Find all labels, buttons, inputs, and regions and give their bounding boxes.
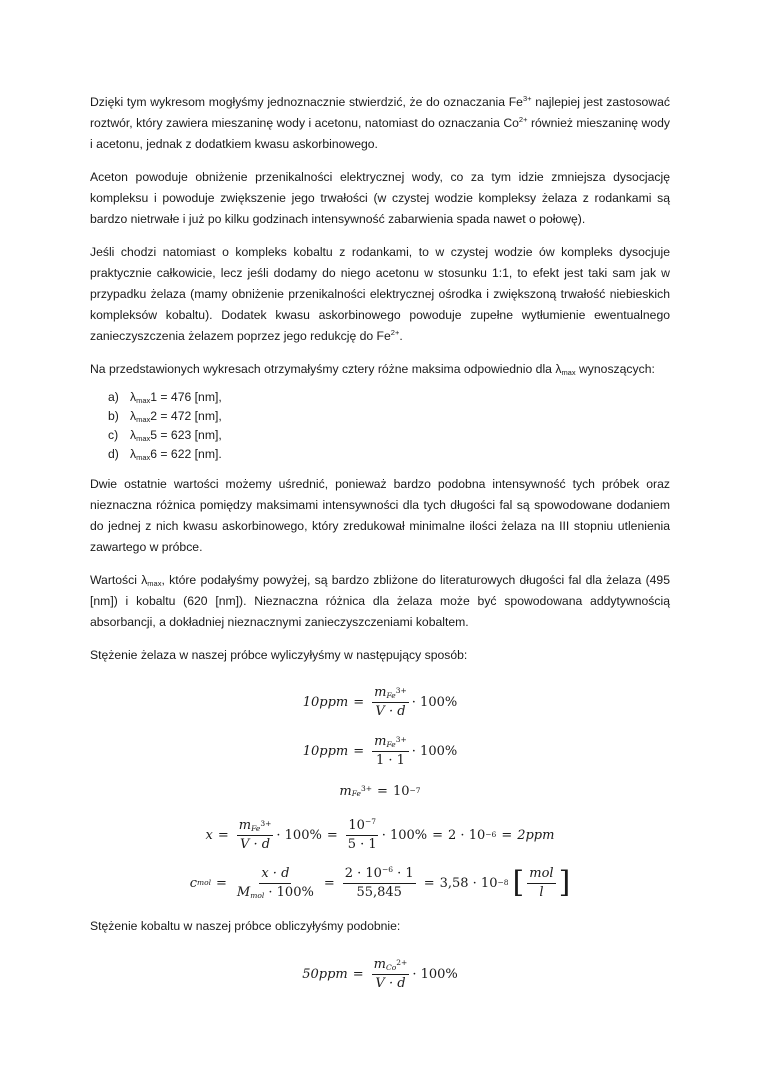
numerator-text: x · d [261, 865, 290, 881]
subscript: mol [196, 878, 212, 887]
lambda-symbol: λ [130, 390, 137, 404]
subscript: Fe [386, 690, 396, 700]
exponent: −6 [381, 864, 394, 874]
eq-lhs: c [189, 875, 197, 891]
equals-sign: = [352, 966, 364, 982]
numerator [343, 866, 416, 884]
denominator [373, 975, 407, 992]
text: Dzięki tym wykresom mogłyśmy jednoznacznie stwierdzić, że do oznaczania Fe [90, 95, 523, 109]
lambda-symbol: λ [130, 428, 137, 442]
paragraph-acetone: Aceton powoduje obniżenie przenikalności elektrycznej wody, co za tym idzie zmniejsza dysocjację kompleksu i powoduje zwiększenie jego trwałości (w czystej wodzie kompleksy żelaza z rodankami są bardzo nietrwałe i już po kilku godzinach intensywność zabarwienia spada nawet o połowę). [90, 170, 670, 226]
list-value: 2 = 472 [nm], [150, 409, 222, 423]
subscript: Fe [351, 788, 361, 798]
list-item [108, 445, 670, 464]
superscript: 3+ [395, 685, 407, 695]
numerator-base: 10 [348, 817, 365, 833]
equals-sign: = [432, 827, 444, 843]
equals-sign: = [501, 827, 513, 843]
denominator: 55,845 [356, 884, 402, 900]
unit-bracket [513, 866, 571, 901]
list-label: a) [108, 390, 119, 404]
equals-sign: = [353, 694, 365, 710]
numerator [372, 957, 410, 975]
mass-symbol: m [373, 956, 386, 972]
equals-sign: = [326, 827, 338, 843]
exponent: −7 [364, 816, 377, 826]
eq-tail: · 100% [381, 827, 428, 843]
subscript: max [136, 434, 151, 443]
list-item [108, 426, 670, 445]
fraction [235, 866, 316, 901]
equals-sign: = [353, 743, 365, 759]
numerator-tail: · 1 [393, 865, 414, 881]
mass-symbol: m [374, 733, 387, 749]
unit-numerator: mol [529, 865, 554, 881]
text: najlepiej jest zastosować roztwór, który zawiera mieszaninę wody i acetonu, natomiast do oznaczania Co [90, 95, 670, 130]
superscript: 2+ [396, 957, 408, 967]
numerator [237, 818, 274, 836]
text: , które podałyśmy powyżej, są bardzo zbliżone do literaturowych długości fal dla żelaza (495 [nm]) i kobaltu (620 [nm]). Nieznaczna różnica dla żelaza może być spowodowana addytywnością absorbancji, a dokładniej nieznacznymi zanieczyszczeniami kobaltem. [90, 573, 670, 629]
text: wynoszących: [575, 362, 655, 376]
result-value: 2 · 10 [448, 827, 486, 843]
denominator [373, 703, 407, 720]
text: również mieszaninę wody i acetonu, jednak z dodatkiem kwasu askorbinowego. [90, 116, 670, 151]
eq-tail: · 100% [276, 827, 322, 843]
mass-symbol: m [374, 684, 387, 700]
fraction [237, 818, 274, 853]
equation-cobalt-ppm [90, 949, 670, 999]
equation-iron-ppm-substituted [90, 726, 670, 776]
numerator-base: 2 · 10 [344, 865, 382, 881]
fraction [372, 957, 410, 992]
superscript: 2+ [518, 115, 528, 124]
equals-sign: = [216, 875, 227, 891]
denominator-tail: · 100% [264, 884, 314, 900]
paragraph-maxima-intro [90, 359, 670, 380]
equation-iron-fraction: x = $\frac{m_{Fe^{3+}}}{V \cdot d}$ · 100% = $\frac{10^{-7}}{5 \cdot 1}$ · 100% = 2 · 10 −6 = 2ppm [205, 816, 555, 852]
text: Na przedstawionych wykresach otrzymałyśmy cztery różne maksima odpowiednio dla λ [90, 362, 562, 376]
numerator [346, 818, 378, 836]
list-value: 6 = 622 [nm]. [150, 447, 222, 461]
subscript: Fe [386, 739, 396, 749]
denominator [238, 836, 272, 853]
subscript: Co [385, 962, 397, 972]
subscript: mol [250, 890, 265, 900]
equals-sign: = [423, 875, 435, 891]
denominator-text: V · d [240, 836, 271, 852]
text: . [399, 329, 403, 343]
numerator [527, 866, 555, 884]
superscript: 3+ [360, 783, 373, 793]
fraction [372, 734, 409, 769]
list-value: 5 = 623 [nm], [150, 428, 222, 442]
subscript: max [136, 396, 151, 405]
list-item [108, 407, 670, 426]
equals-sign: = [217, 827, 229, 843]
superscript: 3+ [522, 94, 532, 103]
superscript: 3+ [395, 734, 407, 744]
list-label: d) [108, 447, 119, 461]
eq-lhs: 10ppm [302, 743, 349, 759]
mass-symbol: m [238, 817, 252, 833]
numerator [259, 866, 291, 884]
denominator: 1 · 1 [376, 752, 405, 768]
equation-molar-concentration: c mol = $\frac{x \cdot d}{M_{mol} \cdot 100\%}$ = $\frac{2 \cdot 10^{-6} \cdot 1}{55,845}$ = 3,58 · 10 −8 [ $\frac{\text{mol}}{l}$ ] [189, 864, 571, 900]
denominator [235, 884, 316, 901]
subscript: Fe [251, 823, 261, 833]
eq-tail: · 100% [412, 966, 458, 982]
result-ppm: 2ppm [517, 827, 555, 843]
eq-tail: · 100% [411, 694, 458, 710]
fraction [343, 866, 416, 901]
subscript: max [136, 453, 151, 462]
lambda-symbol: λ [130, 409, 137, 423]
fraction [372, 685, 409, 720]
eq-lhs: 50ppm [302, 966, 348, 982]
unit-denominator: l [539, 884, 544, 900]
paragraph-iron-concentration-intro: Stężenie żelaza w naszej próbce wyliczyłyśmy w następujący sposób: [90, 648, 468, 662]
text: Wartości λ [90, 573, 148, 587]
fraction [346, 818, 379, 853]
superscript: 2+ [390, 328, 400, 337]
denominator [537, 884, 545, 901]
document-page [90, 92, 670, 999]
molar-mass-symbol: M [236, 884, 251, 900]
subscript: max [136, 415, 151, 424]
paragraph-cobalt-complex [90, 242, 670, 347]
subscript: max [561, 368, 576, 377]
eq-tail: · 100% [411, 743, 458, 759]
rhs-base: 10 [392, 783, 410, 799]
list-item [108, 388, 670, 407]
unit-fraction [527, 866, 555, 901]
denominator-text: V · d [375, 703, 406, 719]
paragraph-conclusion [90, 92, 670, 155]
text: Jeśli chodzi natomiast o kompleks kobaltu z rodankami, to w czystej wodzie ów kompleks dysocjuje praktycznie całkowicie, lecz jeśli dodamy do niego acetonu w stosunku 1:1, to efekt jest taki sam jak w przypadku żelaza (mamy obniżenie przenikalności elektrycznej ośrodka i zwiększoną trwałość niebieskich kompleksów kobaltu). Dodatek kwasu askorbinowego powoduje zupełne wytłumienie ewentualnego zanieczyszczenia żelazem poprzez jego redukcję do Fe [90, 245, 670, 343]
paragraph-averaging: Dwie ostatnie wartości możemy uśrednić, ponieważ bardzo podobna intensywność tych próbek oraz nieznaczna różnica pomiędzy maksimami intensywności dla tych długości fal są spowodowane dodaniem do jednej z nich kwasu askorbinowego, który zredukował minimalne ilości żelaza na III stopniu utlenienia zawartego w próbce. [90, 477, 670, 554]
left-bracket: [ [512, 865, 525, 900]
list-label: b) [108, 409, 119, 423]
eq-lhs: x [205, 827, 213, 843]
equation-iron-mass: m $Fe^{3+}$ = 10 −7 [339, 783, 421, 799]
list-value: 1 = 476 [nm], [150, 390, 222, 404]
numerator [372, 685, 409, 703]
paragraph-literature [90, 570, 670, 633]
eq-lhs: 10ppm [302, 694, 349, 710]
superscript: 3+ [260, 818, 272, 828]
numerator [372, 734, 409, 752]
denominator: 5 · 1 [347, 836, 377, 852]
list-label: c) [108, 428, 119, 442]
lambda-max-list [90, 388, 670, 464]
mass-symbol: m [339, 783, 352, 799]
paragraph-cobalt-concentration-intro: Stężenie kobaltu w naszej próbce obliczyłyśmy podobnie: [90, 919, 401, 933]
result-value: 3,58 · 10 [439, 875, 498, 891]
denominator-text: V · d [375, 975, 406, 991]
subscript: max [147, 579, 162, 588]
lambda-symbol: λ [130, 447, 137, 461]
equation-iron-ppm [90, 678, 670, 726]
right-bracket: ] [558, 865, 571, 900]
equals-sign: = [323, 875, 335, 891]
equals-sign: = [377, 783, 388, 799]
